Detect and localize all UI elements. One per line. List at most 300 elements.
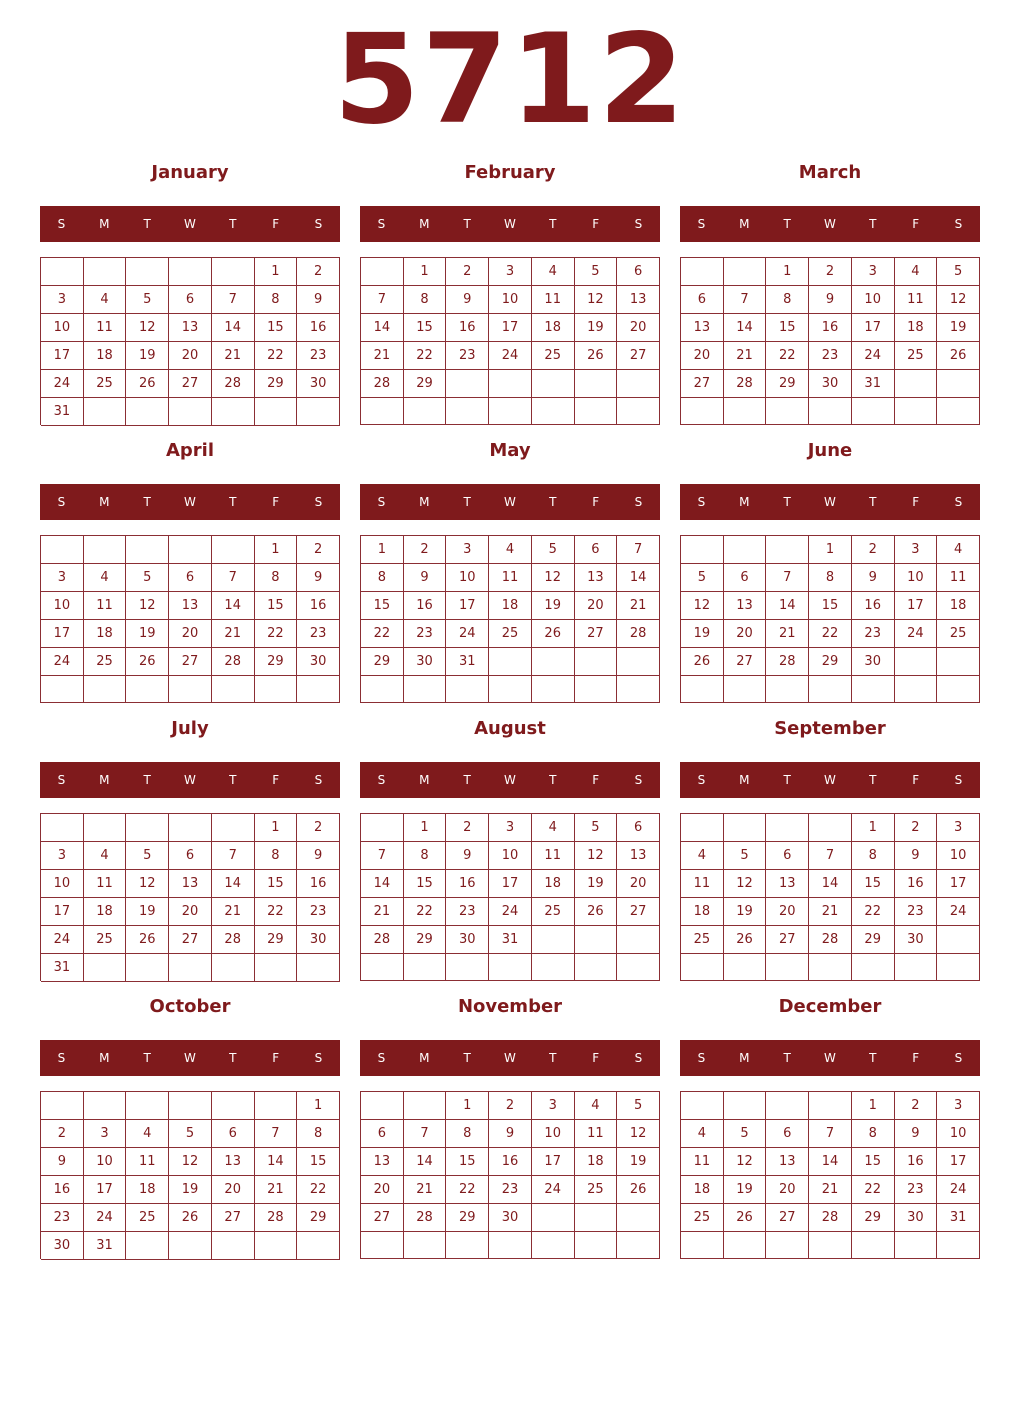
day-cell: 20 bbox=[169, 620, 212, 648]
day-cell: 14 bbox=[766, 592, 809, 620]
day-cell: 13 bbox=[681, 314, 724, 342]
day-cell: 24 bbox=[446, 620, 489, 648]
day-cell bbox=[212, 676, 255, 703]
day-cell bbox=[532, 648, 575, 676]
day-cell: 27 bbox=[169, 926, 212, 954]
day-cell: 11 bbox=[532, 286, 575, 314]
day-grid bbox=[680, 257, 980, 425]
day-cell: 7 bbox=[809, 1120, 852, 1148]
day-cell: 23 bbox=[895, 898, 938, 926]
day-cell: 24 bbox=[41, 648, 84, 676]
day-cell bbox=[361, 814, 404, 842]
day-cell: 26 bbox=[575, 898, 618, 926]
day-cell: 1 bbox=[809, 536, 852, 564]
day-cell: 15 bbox=[809, 592, 852, 620]
weekday-label: S bbox=[954, 773, 963, 787]
day-cell: 27 bbox=[681, 370, 724, 398]
day-cell: 18 bbox=[937, 592, 980, 620]
day-cell: 18 bbox=[532, 870, 575, 898]
day-cell: 11 bbox=[84, 592, 127, 620]
day-cell: 16 bbox=[297, 314, 340, 342]
day-cell: 5 bbox=[724, 842, 767, 870]
weekday-header bbox=[40, 762, 340, 798]
day-cell: 6 bbox=[169, 842, 212, 870]
day-cell: 1 bbox=[852, 814, 895, 842]
day-cell: 26 bbox=[126, 370, 169, 398]
day-cell: 6 bbox=[724, 564, 767, 592]
day-cell: 12 bbox=[126, 314, 169, 342]
day-cell bbox=[212, 536, 255, 564]
day-cell: 17 bbox=[41, 620, 84, 648]
weekday-label: T bbox=[463, 495, 471, 509]
day-cell: 12 bbox=[681, 592, 724, 620]
day-cell: 26 bbox=[532, 620, 575, 648]
month-september bbox=[680, 718, 980, 982]
day-cell: 12 bbox=[724, 1148, 767, 1176]
weekday-header bbox=[680, 762, 980, 798]
day-cell bbox=[169, 1232, 212, 1260]
month-name: April bbox=[165, 440, 215, 461]
day-cell: 17 bbox=[852, 314, 895, 342]
day-cell bbox=[617, 1204, 660, 1232]
day-cell: 16 bbox=[41, 1176, 84, 1204]
day-cell bbox=[681, 1232, 724, 1259]
day-cell: 22 bbox=[852, 1176, 895, 1204]
weekday-label: T bbox=[229, 773, 237, 787]
day-cell: 27 bbox=[724, 648, 767, 676]
weekday-label: T bbox=[463, 1051, 471, 1065]
day-grid bbox=[40, 535, 340, 703]
day-cell: 17 bbox=[489, 314, 532, 342]
weekday-label: S bbox=[377, 495, 386, 509]
day-cell: 14 bbox=[255, 1148, 298, 1176]
day-cell: 10 bbox=[41, 314, 84, 342]
day-cell: 14 bbox=[724, 314, 767, 342]
day-cell: 11 bbox=[84, 870, 127, 898]
day-cell: 27 bbox=[169, 370, 212, 398]
day-cell: 8 bbox=[404, 286, 447, 314]
day-cell: 18 bbox=[84, 342, 127, 370]
weekday-label: S bbox=[634, 1051, 643, 1065]
day-cell: 2 bbox=[404, 536, 447, 564]
day-grid bbox=[40, 813, 340, 981]
day-cell: 11 bbox=[489, 564, 532, 592]
day-cell: 27 bbox=[575, 620, 618, 648]
day-cell: 12 bbox=[169, 1148, 212, 1176]
day-cell: 17 bbox=[489, 870, 532, 898]
day-cell: 20 bbox=[361, 1176, 404, 1204]
weekday-label: T bbox=[869, 217, 877, 231]
day-cell bbox=[126, 258, 169, 286]
day-cell bbox=[681, 536, 724, 564]
day-cell bbox=[255, 398, 298, 426]
day-cell: 8 bbox=[297, 1120, 340, 1148]
day-cell: 25 bbox=[895, 342, 938, 370]
day-cell: 3 bbox=[489, 814, 532, 842]
day-cell: 20 bbox=[617, 870, 660, 898]
month-may bbox=[360, 440, 660, 704]
day-cell: 3 bbox=[41, 286, 84, 314]
day-cell: 5 bbox=[575, 814, 618, 842]
weekday-label: S bbox=[634, 217, 643, 231]
day-cell: 10 bbox=[84, 1148, 127, 1176]
day-cell: 23 bbox=[489, 1176, 532, 1204]
day-cell: 8 bbox=[809, 564, 852, 592]
day-cell: 18 bbox=[489, 592, 532, 620]
day-cell: 7 bbox=[361, 286, 404, 314]
weekday-label: T bbox=[463, 217, 471, 231]
day-cell: 17 bbox=[532, 1148, 575, 1176]
day-cell bbox=[681, 954, 724, 981]
day-cell: 13 bbox=[617, 286, 660, 314]
day-cell: 2 bbox=[852, 536, 895, 564]
day-cell bbox=[617, 926, 660, 954]
day-cell bbox=[766, 1232, 809, 1259]
month-name: September bbox=[774, 718, 886, 739]
weekday-label: M bbox=[739, 495, 750, 509]
day-cell: 30 bbox=[446, 926, 489, 954]
day-cell: 4 bbox=[681, 1120, 724, 1148]
day-cell bbox=[126, 536, 169, 564]
day-cell: 7 bbox=[617, 536, 660, 564]
day-cell: 20 bbox=[724, 620, 767, 648]
weekday-label: W bbox=[824, 217, 836, 231]
weekday-label: S bbox=[697, 1051, 706, 1065]
month-august bbox=[360, 718, 660, 982]
day-cell bbox=[297, 398, 340, 426]
month-february bbox=[360, 162, 660, 426]
day-cell: 19 bbox=[126, 342, 169, 370]
day-cell: 14 bbox=[212, 592, 255, 620]
day-cell: 24 bbox=[489, 342, 532, 370]
day-cell: 16 bbox=[489, 1148, 532, 1176]
day-grid bbox=[360, 813, 660, 981]
weekday-label: F bbox=[592, 773, 600, 787]
month-name: July bbox=[171, 718, 209, 739]
day-cell bbox=[575, 370, 618, 398]
day-cell: 12 bbox=[126, 592, 169, 620]
day-cell bbox=[575, 954, 618, 981]
day-cell bbox=[446, 1232, 489, 1259]
day-cell: 20 bbox=[681, 342, 724, 370]
day-cell: 29 bbox=[255, 370, 298, 398]
day-cell: 21 bbox=[212, 342, 255, 370]
day-cell: 11 bbox=[681, 1148, 724, 1176]
day-cell: 17 bbox=[937, 1148, 980, 1176]
day-cell bbox=[681, 1092, 724, 1120]
day-cell bbox=[809, 814, 852, 842]
day-cell: 23 bbox=[297, 898, 340, 926]
day-cell: 21 bbox=[404, 1176, 447, 1204]
day-cell bbox=[404, 676, 447, 703]
day-cell: 2 bbox=[489, 1092, 532, 1120]
day-cell: 11 bbox=[895, 286, 938, 314]
day-cell: 22 bbox=[255, 342, 298, 370]
weekday-label: M bbox=[419, 773, 430, 787]
day-cell bbox=[446, 676, 489, 703]
day-cell: 15 bbox=[255, 870, 298, 898]
day-cell: 20 bbox=[169, 898, 212, 926]
day-cell: 8 bbox=[255, 286, 298, 314]
day-cell: 13 bbox=[169, 592, 212, 620]
day-cell bbox=[532, 954, 575, 981]
day-cell: 7 bbox=[404, 1120, 447, 1148]
day-cell: 29 bbox=[809, 648, 852, 676]
day-cell: 16 bbox=[297, 592, 340, 620]
day-cell: 29 bbox=[852, 926, 895, 954]
day-cell: 28 bbox=[724, 370, 767, 398]
day-cell: 13 bbox=[361, 1148, 404, 1176]
day-grid bbox=[40, 257, 340, 425]
day-cell: 9 bbox=[895, 1120, 938, 1148]
day-cell: 6 bbox=[766, 842, 809, 870]
weekday-label: T bbox=[549, 495, 557, 509]
day-cell bbox=[852, 398, 895, 425]
month-october bbox=[40, 996, 340, 1260]
day-grid bbox=[680, 535, 980, 703]
day-cell: 27 bbox=[617, 898, 660, 926]
day-cell bbox=[724, 954, 767, 981]
day-cell bbox=[361, 398, 404, 425]
day-cell: 3 bbox=[489, 258, 532, 286]
day-cell: 3 bbox=[532, 1092, 575, 1120]
day-cell bbox=[895, 676, 938, 703]
day-cell: 24 bbox=[489, 898, 532, 926]
day-cell: 30 bbox=[404, 648, 447, 676]
day-cell: 1 bbox=[766, 258, 809, 286]
weekday-label: T bbox=[229, 495, 237, 509]
day-cell: 30 bbox=[489, 1204, 532, 1232]
day-cell: 28 bbox=[361, 926, 404, 954]
day-cell bbox=[724, 814, 767, 842]
weekday-label: T bbox=[229, 217, 237, 231]
day-grid bbox=[40, 1091, 340, 1259]
day-cell bbox=[489, 648, 532, 676]
weekday-label: M bbox=[99, 773, 110, 787]
weekday-label: S bbox=[634, 495, 643, 509]
day-cell: 18 bbox=[84, 898, 127, 926]
day-cell bbox=[489, 398, 532, 425]
day-cell: 26 bbox=[724, 1204, 767, 1232]
day-cell: 9 bbox=[297, 286, 340, 314]
year-title: 5712 bbox=[333, 8, 687, 152]
day-cell bbox=[84, 814, 127, 842]
day-cell: 25 bbox=[84, 648, 127, 676]
day-cell: 9 bbox=[297, 564, 340, 592]
day-cell: 19 bbox=[937, 314, 980, 342]
day-cell: 6 bbox=[169, 286, 212, 314]
day-cell bbox=[681, 814, 724, 842]
weekday-label: T bbox=[783, 495, 791, 509]
day-cell: 24 bbox=[937, 898, 980, 926]
day-cell: 21 bbox=[361, 342, 404, 370]
day-cell bbox=[575, 648, 618, 676]
day-cell: 31 bbox=[852, 370, 895, 398]
day-cell: 3 bbox=[446, 536, 489, 564]
day-cell: 22 bbox=[404, 342, 447, 370]
day-cell bbox=[41, 814, 84, 842]
day-cell bbox=[297, 676, 340, 703]
day-cell: 10 bbox=[41, 870, 84, 898]
day-cell: 7 bbox=[766, 564, 809, 592]
day-cell bbox=[255, 676, 298, 703]
weekday-label: S bbox=[697, 773, 706, 787]
day-cell: 31 bbox=[937, 1204, 980, 1232]
weekday-label: M bbox=[99, 1051, 110, 1065]
day-cell: 3 bbox=[41, 842, 84, 870]
day-cell: 23 bbox=[297, 342, 340, 370]
weekday-label: S bbox=[57, 217, 66, 231]
day-cell: 23 bbox=[446, 342, 489, 370]
day-cell bbox=[446, 398, 489, 425]
weekday-label: S bbox=[697, 495, 706, 509]
day-cell bbox=[169, 398, 212, 426]
day-cell: 14 bbox=[809, 870, 852, 898]
day-cell: 8 bbox=[404, 842, 447, 870]
day-cell: 19 bbox=[724, 1176, 767, 1204]
weekday-header bbox=[360, 1040, 660, 1076]
day-cell: 14 bbox=[809, 1148, 852, 1176]
day-cell: 29 bbox=[255, 926, 298, 954]
weekday-header bbox=[40, 206, 340, 242]
day-cell: 28 bbox=[766, 648, 809, 676]
weekday-label: S bbox=[57, 495, 66, 509]
weekday-label: F bbox=[272, 773, 280, 787]
day-cell bbox=[255, 954, 298, 982]
day-cell: 28 bbox=[404, 1204, 447, 1232]
day-cell bbox=[532, 370, 575, 398]
weekday-label: S bbox=[377, 217, 386, 231]
day-cell: 24 bbox=[41, 926, 84, 954]
day-cell: 6 bbox=[617, 258, 660, 286]
day-cell: 19 bbox=[126, 898, 169, 926]
day-cell bbox=[41, 1092, 84, 1120]
day-cell: 5 bbox=[126, 842, 169, 870]
weekday-label: M bbox=[99, 217, 110, 231]
day-cell bbox=[169, 676, 212, 703]
day-cell bbox=[575, 676, 618, 703]
month-name: March bbox=[798, 162, 862, 183]
weekday-label: T bbox=[869, 1051, 877, 1065]
day-cell bbox=[361, 258, 404, 286]
month-name: January bbox=[151, 162, 229, 183]
day-cell bbox=[895, 1232, 938, 1259]
day-cell bbox=[84, 676, 127, 703]
weekday-label: T bbox=[783, 217, 791, 231]
day-cell: 5 bbox=[575, 258, 618, 286]
month-name: December bbox=[778, 996, 882, 1017]
day-cell: 21 bbox=[212, 620, 255, 648]
day-cell: 31 bbox=[41, 954, 84, 982]
day-cell: 13 bbox=[766, 1148, 809, 1176]
day-cell: 5 bbox=[169, 1120, 212, 1148]
day-cell bbox=[617, 398, 660, 425]
day-cell: 23 bbox=[852, 620, 895, 648]
weekday-header bbox=[680, 206, 980, 242]
day-cell bbox=[937, 398, 980, 425]
day-cell bbox=[169, 258, 212, 286]
day-cell bbox=[126, 676, 169, 703]
day-cell: 24 bbox=[532, 1176, 575, 1204]
day-cell bbox=[255, 1232, 298, 1260]
day-cell bbox=[41, 258, 84, 286]
day-cell bbox=[404, 954, 447, 981]
day-cell bbox=[766, 676, 809, 703]
day-cell: 9 bbox=[446, 842, 489, 870]
weekday-label: F bbox=[912, 495, 920, 509]
weekday-header bbox=[360, 762, 660, 798]
weekday-label: F bbox=[592, 217, 600, 231]
day-cell: 28 bbox=[809, 1204, 852, 1232]
day-grid bbox=[360, 1091, 660, 1259]
day-cell: 11 bbox=[681, 870, 724, 898]
day-cell bbox=[809, 676, 852, 703]
weekday-label: W bbox=[504, 495, 516, 509]
day-cell bbox=[724, 258, 767, 286]
day-cell: 7 bbox=[809, 842, 852, 870]
day-cell bbox=[937, 370, 980, 398]
day-cell: 13 bbox=[724, 592, 767, 620]
weekday-label: M bbox=[419, 217, 430, 231]
day-cell bbox=[852, 676, 895, 703]
day-cell bbox=[724, 1232, 767, 1259]
day-cell: 6 bbox=[681, 286, 724, 314]
day-cell: 20 bbox=[617, 314, 660, 342]
weekday-header bbox=[40, 484, 340, 520]
day-cell: 21 bbox=[724, 342, 767, 370]
day-cell: 12 bbox=[937, 286, 980, 314]
weekday-label: M bbox=[739, 773, 750, 787]
day-cell: 8 bbox=[255, 564, 298, 592]
day-cell bbox=[937, 676, 980, 703]
day-cell: 31 bbox=[446, 648, 489, 676]
day-cell: 16 bbox=[446, 870, 489, 898]
day-cell: 26 bbox=[126, 926, 169, 954]
day-cell: 4 bbox=[84, 286, 127, 314]
day-cell: 19 bbox=[575, 314, 618, 342]
day-cell: 4 bbox=[895, 258, 938, 286]
day-cell: 4 bbox=[84, 842, 127, 870]
day-cell: 9 bbox=[41, 1148, 84, 1176]
day-cell: 17 bbox=[937, 870, 980, 898]
day-cell: 6 bbox=[169, 564, 212, 592]
day-cell: 9 bbox=[404, 564, 447, 592]
day-cell: 25 bbox=[575, 1176, 618, 1204]
weekday-label: M bbox=[99, 495, 110, 509]
day-cell: 2 bbox=[297, 258, 340, 286]
day-cell: 9 bbox=[297, 842, 340, 870]
day-cell: 19 bbox=[532, 592, 575, 620]
day-cell: 14 bbox=[617, 564, 660, 592]
day-cell: 27 bbox=[361, 1204, 404, 1232]
day-cell: 13 bbox=[212, 1148, 255, 1176]
day-cell: 17 bbox=[41, 342, 84, 370]
day-cell: 22 bbox=[255, 620, 298, 648]
day-cell: 16 bbox=[895, 870, 938, 898]
day-cell: 22 bbox=[404, 898, 447, 926]
day-cell: 1 bbox=[404, 258, 447, 286]
day-cell: 9 bbox=[852, 564, 895, 592]
day-cell: 23 bbox=[41, 1204, 84, 1232]
day-cell: 13 bbox=[169, 314, 212, 342]
weekday-header bbox=[680, 1040, 980, 1076]
weekday-label: W bbox=[824, 1051, 836, 1065]
day-cell: 30 bbox=[41, 1232, 84, 1260]
day-cell: 28 bbox=[212, 370, 255, 398]
day-cell: 6 bbox=[766, 1120, 809, 1148]
day-cell: 13 bbox=[169, 870, 212, 898]
day-cell: 2 bbox=[41, 1120, 84, 1148]
